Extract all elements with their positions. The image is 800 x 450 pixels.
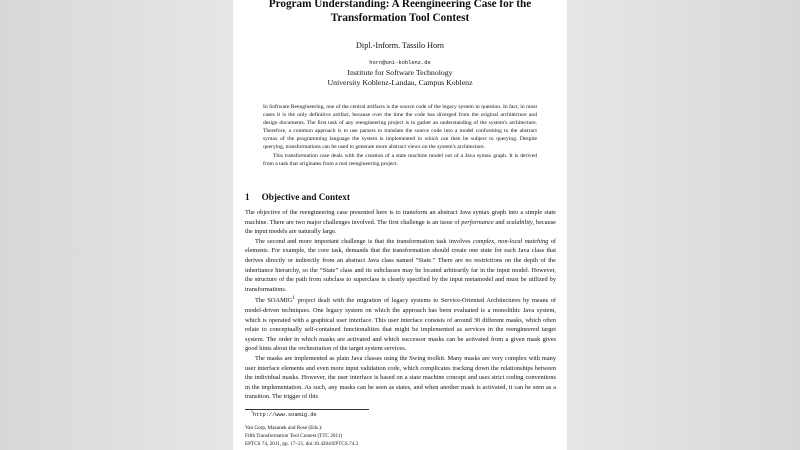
paper-page [233,0,567,450]
p2-emph-matching: complex, non-local matching [472,237,549,245]
publication-info [245,425,358,448]
body-paragraph-1 [245,208,556,237]
p3-text-b: project dealt with the migration of legacy systems to Service-Oriented Architectures by means of model-driven techniques. One legacy system on which the approach has been evaluated is a monolithic Java system, which is operated with a graphical user interface. This user interface consists of around 30 different masks, which often relate to conceptually self-contained functionalities that might be implemented as services in the reengineered target system. The order in which masks are activated and which successor masks can be activated from a given mask gives good hints about the orchestration of the target system services. [245,297,556,353]
p2-text-b: of elements. For example, the core task, demands that the transformation should create one state for each Java class that derives directly or indirectly from an abstract Java class named “State.” There are no restrictions on the depth of the inheritance hierarchy, so the “State” class and its subclasses may be located arbitrarily far in the input model. However, the structure of the path from subclass to superclass is clearly specified by the input metamodel and must be utilized by transformations. [245,237,557,293]
abstract [263,103,537,168]
affiliation [233,68,567,88]
body-paragraph-4: The masks are implemented as plain Java classes using the Swing toolkit. Many masks are very complex with many user interface elements and even more input validation code, which complicates tracking down the relationships between the individual masks. However, the user interface is based on a state machine concept and uses strict coding conventions in the implementation. As such, any masks can be seen as states, and when another mask is activated, it can be seen as a transition. The trigger of this [245,355,556,401]
p1-emph-performance: performance [461,218,494,226]
p3-text-a: The SOAMIG [255,297,293,305]
institute-name: Institute for Software Technology [347,68,453,77]
body-paragraph-2 [245,237,556,295]
p1-emph-scalability: scalability [506,218,533,226]
p1-text-a: The objective of the reengineering case presented here is to transform an abstract Java syntax graph into a simple state machine. There are two major challenges involved. The first challenge is an issue of [245,209,556,226]
section-heading [245,192,362,202]
paper-title [233,0,567,25]
body-paragraph-3 [245,294,556,354]
author-name: Dipl.-Inform. Tassilo Horn [356,41,444,50]
pubinfo-contest: Fifth Transformation Tool Contest (TTC 2011) [245,432,343,439]
abstract-paragraph-2: This transformation case deals with the creation of a state machine model out of a Java syntax graph. It is derived from a task that originates from a real reengineering project. [263,152,537,167]
abstract-paragraph-1: In Software Reengineering, one of the central artifacts is the source code of the legacy system in question. In fact, in most cases it is the only definitive artifact, because over the time the code has diverged from the original architecture and design documents. The first task of any reengineering project is to gather an understanding of the system's architecture. Therefore, a common approach is to use parsers to translate the source code into a model conforming to the abstract syntax of the programming language the system is implemented in which can then be subject to querying. Despite querying, transformations can be used to generate more abstract views on the system's architecture. [263,104,537,151]
pubinfo-doi: EPTCS 74, 2011, pp. 17–21, doi:10.4204/EPTCS.74.3 [245,440,359,447]
footnote-marker: 1 [292,295,296,302]
footnote-number: 1 [251,409,253,414]
title-line-2: Transformation Tool Contest [330,12,470,24]
footnote [251,409,317,418]
p2-text-a: The second and more important challenge is that the transformation task involves [255,237,473,245]
p1-text-b: and [493,218,507,226]
author-email: horn@uni-koblenz.de [369,60,431,66]
body-text [245,208,556,402]
title-line-1: Program Understanding: A Reengineering Case for the [268,0,532,10]
right-viewer-margin [567,0,800,450]
section-title: Objective and Context [261,192,350,202]
footnote-url[interactable]: http://www.soamig.de [253,411,317,418]
pubinfo-editors: Van Gorp, Mazanek and Rose (Eds.): [245,425,323,431]
p1-text-c: , because the input models are naturally large. [245,218,556,236]
university-name: University Koblenz-Landau, Campus Koblenz [327,78,473,87]
left-viewer-margin [0,0,233,450]
section-number: 1 [245,192,250,202]
